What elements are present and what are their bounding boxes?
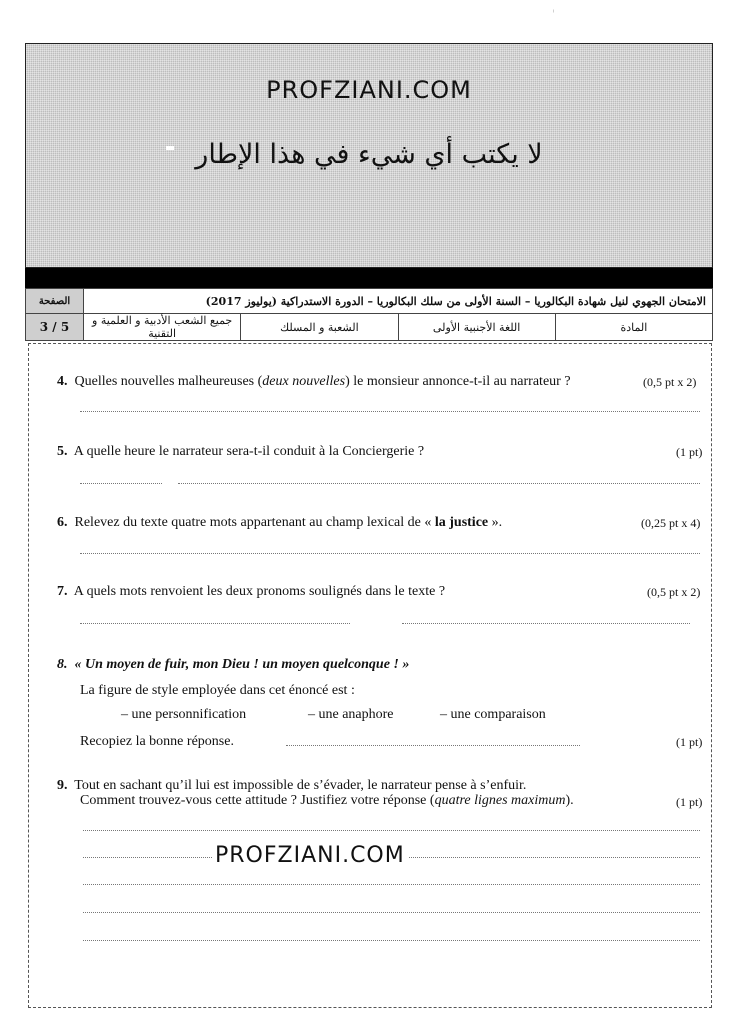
question-7 (57, 583, 445, 601)
question-8-points: (1 pt) (676, 735, 703, 749)
exam-info-row-title (26, 289, 713, 314)
question-text: ). (565, 793, 574, 808)
question-5 (57, 443, 424, 461)
question-text: ) le monsieur annonce-t-il au narrateur ? (345, 374, 571, 389)
option-personnification: – une personnification (121, 707, 247, 722)
question-text-italic: deux nouvelles (262, 374, 346, 389)
question-5-points: (1 pt) (676, 445, 703, 459)
answer-line[interactable] (80, 483, 162, 484)
question-6 (57, 514, 502, 532)
answer-line[interactable] (83, 912, 700, 913)
exam-info-row-details (26, 314, 713, 341)
answer-line[interactable] (402, 623, 690, 624)
question-4 (57, 373, 571, 391)
question-number: 6. (57, 515, 68, 530)
question-text: ». (488, 515, 503, 530)
question-8-instruction: Recopiez la bonne réponse. (80, 734, 234, 749)
subject-value: اللغة الأجنبية الأولى (398, 314, 555, 341)
answer-line[interactable] (83, 940, 700, 941)
answer-line[interactable] (83, 884, 700, 885)
question-9-points: (1 pt) (676, 795, 703, 809)
exam-info-table (25, 288, 713, 341)
question-8-prompt: La figure de style employée dans cet énoncé est : (80, 683, 355, 698)
question-4-points: (0,5 pt x 2) (643, 375, 697, 389)
watermark-bottom: PROFZIANI.COM (212, 843, 408, 868)
answer-line[interactable] (83, 830, 700, 831)
answer-line[interactable] (80, 411, 700, 412)
do-not-write-frame (25, 43, 713, 268)
question-8-quote (57, 656, 409, 674)
exam-title: الامتحان الجهوي لنيل شهادة البكالوريا – السنة الأولى من سلك البكالوريا – الدورة الاستدراكية (يوليوز 2017) (84, 289, 713, 314)
question-text: Relevez du texte quatre mots appartenant au champ lexical de « (74, 515, 435, 530)
question-text-italic: quatre lignes maximum (434, 793, 566, 808)
question-number: 8. (57, 657, 68, 672)
stream-value: جميع الشعب الأدبية و العلمية و التقنية (84, 314, 241, 341)
question-number: 9. (57, 778, 68, 793)
question-9-line2 (80, 792, 574, 810)
question-text-bold: la justice (434, 515, 489, 530)
answer-line[interactable] (286, 745, 580, 746)
frame-warning: لا يكتب أي شيء في هذا الإطار (195, 139, 543, 170)
page-value: 5 / 3 (26, 314, 84, 341)
question-7-points: (0,5 pt x 2) (647, 585, 701, 599)
stream-label: الشعبة و المسلك (241, 314, 398, 341)
question-number: 4. (57, 374, 68, 389)
question-text: A quels mots renvoient les deux pronoms soulignés dans le texte ? (73, 584, 446, 599)
question-text: A quelle heure le narrateur sera-t-il conduit à la Conciergerie ? (73, 444, 425, 459)
page-label: الصفحة (26, 289, 84, 314)
option-anaphore: – une anaphore (308, 707, 394, 722)
question-number: 7. (57, 584, 68, 599)
header-black-bar (25, 268, 713, 288)
answer-line[interactable] (80, 623, 350, 624)
question-text: Comment trouvez-vous cette attitude ? Justifiez votre réponse ( (80, 793, 435, 808)
quoted-statement: « Un moyen de fuir, mon Dieu ! un moyen quelconque ! » (74, 657, 410, 672)
answer-line[interactable] (80, 553, 700, 554)
answer-line[interactable] (178, 483, 700, 484)
question-number: 5. (57, 444, 68, 459)
question-text: Quelles nouvelles malheureuses ( (74, 374, 263, 389)
question-6-points: (0,25 pt x 4) (641, 516, 701, 530)
option-comparaison: – une comparaison (440, 707, 546, 722)
subject-label: المادة (555, 314, 712, 341)
watermark-top: PROFZIANI.COM (266, 76, 472, 104)
question-text: Tout en sachant qu’il lui est impossible de s’évader, le narrateur pense à s’enfuir. (74, 778, 527, 793)
scan-mark: ⁱ (553, 8, 555, 17)
